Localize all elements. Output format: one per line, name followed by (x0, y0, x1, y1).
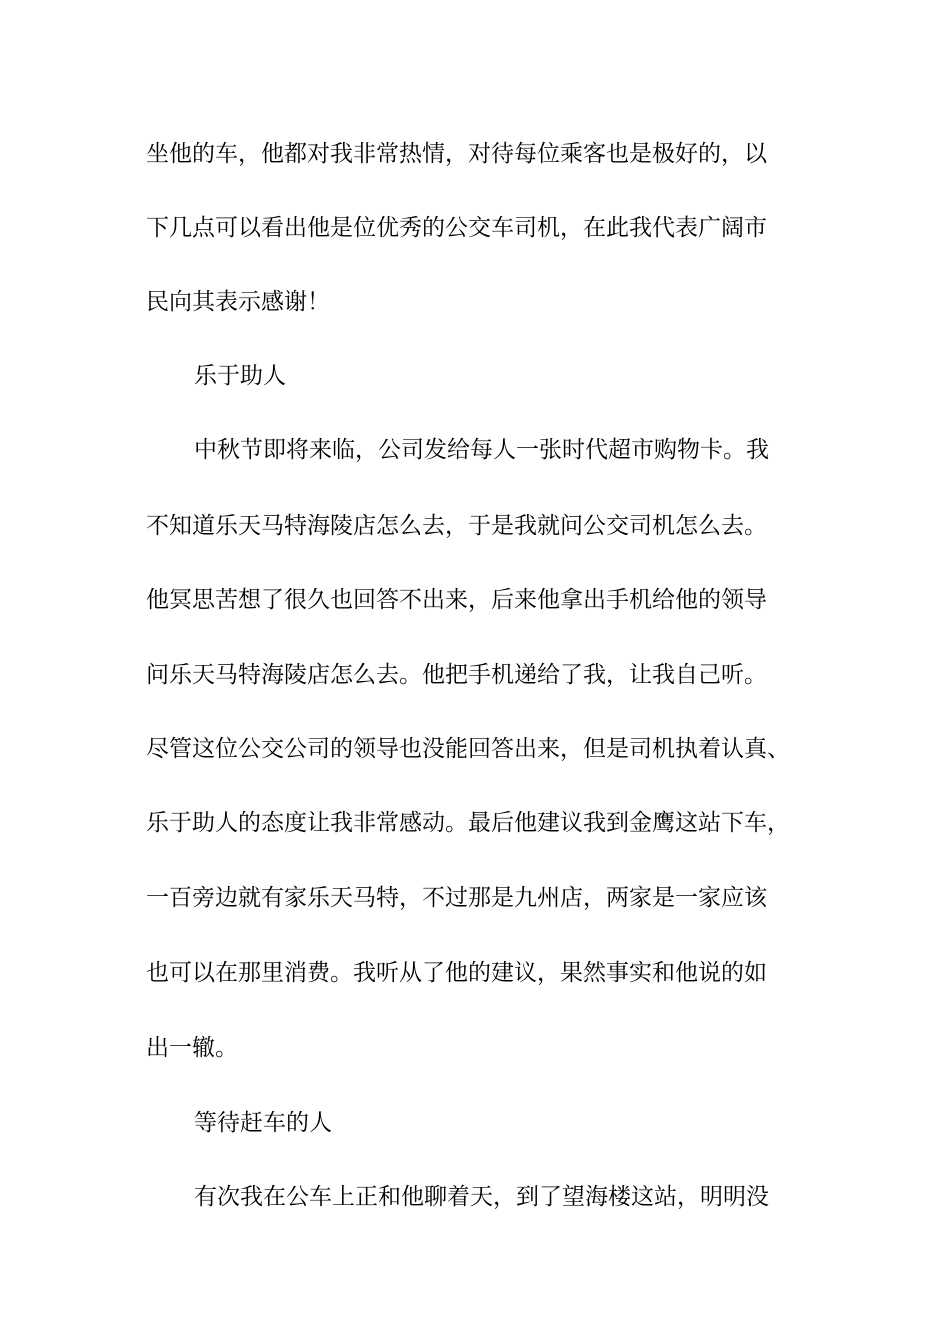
text-line: 民向其表示感谢！ (146, 289, 330, 315)
section-heading: 乐于助人 (194, 363, 286, 389)
text-line: 问乐天马特海陵店怎么去。他把手机递给了我，让我自己听。 (146, 662, 767, 688)
text-line: 出一辙。 (146, 1035, 238, 1061)
text-line: 有次我在公车上正和他聊着天，到了望海楼这站，明明没 (194, 1184, 769, 1210)
text-line: 一百旁边就有家乐天马特，不过那是九州店，两家是一家应该 (146, 885, 767, 911)
text-line: 坐他的车，他都对我非常热情，对待每位乘客也是极好的，以 (146, 141, 767, 167)
text-line: 下几点可以看出他是位优秀的公交车司机，在此我代表广阔市 (146, 215, 767, 241)
text-line: 中秋节即将来临，公司发给每人一张时代超市购物卡。我 (194, 437, 769, 463)
section-heading: 等待赶车的人 (194, 1110, 332, 1136)
text-line: 也可以在那里消费。我听从了他的建议，果然事实和他说的如 (146, 960, 767, 986)
text-line: 乐于助人的态度让我非常感动。最后他建议我到金鹰这站下车， (146, 810, 790, 836)
text-line: 不知道乐天马特海陵店怎么去，于是我就问公交司机怎么去。 (146, 513, 767, 539)
text-line: 他冥思苦想了很久也回答不出来，后来他拿出手机给他的领导 (146, 587, 767, 613)
text-line: 尽管这位公交公司的领导也没能回答出来，但是司机执着认真、 (146, 736, 790, 762)
